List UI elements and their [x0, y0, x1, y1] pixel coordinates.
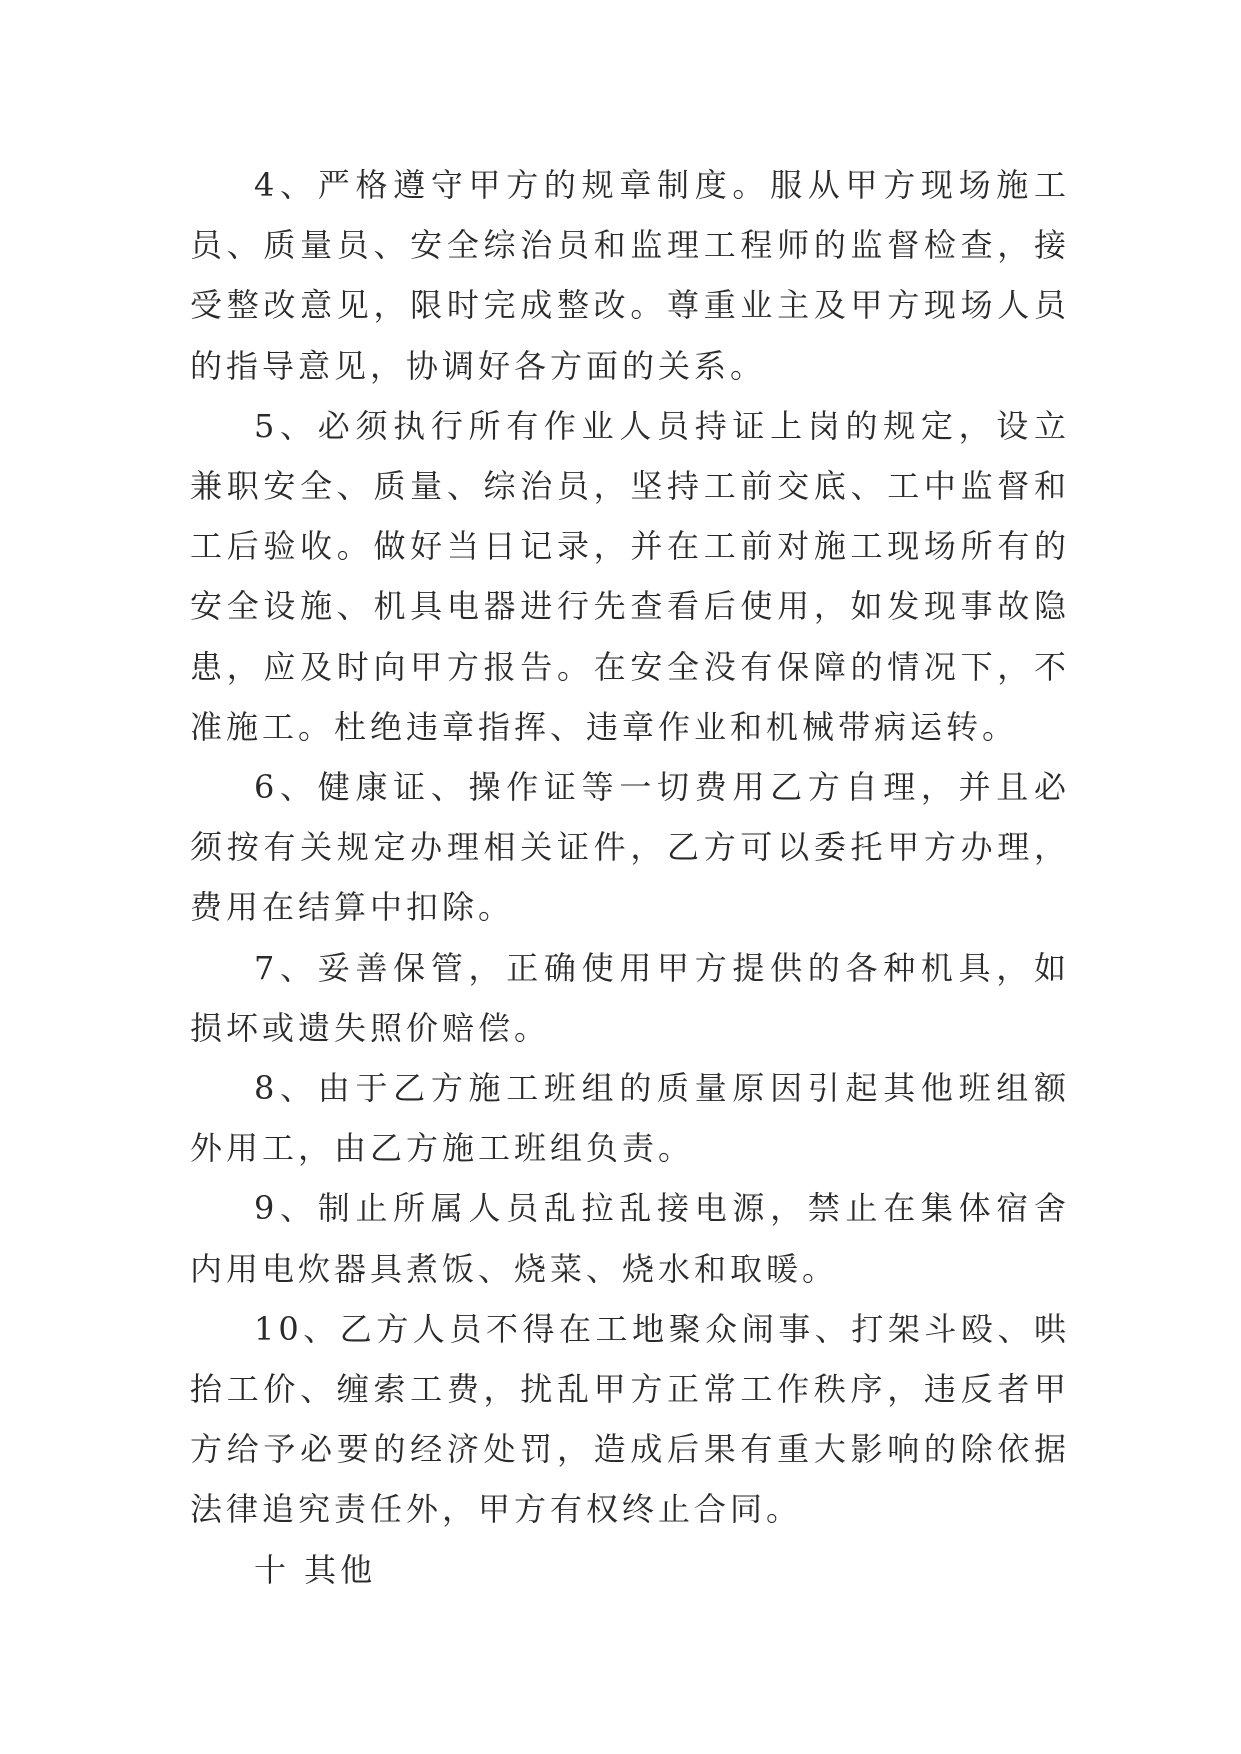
clause-6: 6、健康证、操作证等一切费用乙方自理，并且必须按有关规定办理相关证件，乙方可以委托甲方办理，费用在结算中扣除。 — [190, 768, 1070, 927]
clause-5: 5、必须执行所有作业人员持证上岗的规定，设立兼职安全、质量、综治员，坚持工前交底、工中监督和工后验收。做好当日记录，并在工前对施工现场所有的安全设施、机具电器进行先查看后使用，如发现事故隐患，应及时向甲方报告。在安全没有保障的情况下，不准施工。杜绝违章指挥、违章作业和机械带病运转。 — [190, 406, 1070, 746]
clause-7: 7、妥善保管，正确使用甲方提供的各种机具，如损坏或遗失照价赔偿。 — [190, 948, 1070, 1047]
section-heading: 十 其他 — [254, 1550, 377, 1589]
clause-8: 8、由于乙方施工班组的质量原因引起其他班组额外用工，由乙方施工班组负责。 — [190, 1069, 1070, 1168]
document-body — [190, 155, 1070, 1600]
clause-10: 10、乙方人员不得在工地聚众闹事、打架斗殴、哄抬工价、缠索工费，扰乱甲方正常工作秩序，违反者甲方给予必要的经济处罚，造成后果有重大影响的除依据法律追究责任外，甲方有权终止合同。 — [190, 1309, 1070, 1529]
clause-9: 9、制止所属人员乱拉乱接电源，禁止在集体宿舍内用电炊器具煮饭、烧菜、烧水和取暖。 — [190, 1189, 1070, 1288]
clause-4: 4、严格遵守甲方的规章制度。服从甲方现场施工员、质量员、安全综治员和监理工程师的监督检查，接受整改意见，限时完成整改。尊重业主及甲方现场人员的指导意见，协调好各方面的关系。 — [190, 166, 1070, 385]
